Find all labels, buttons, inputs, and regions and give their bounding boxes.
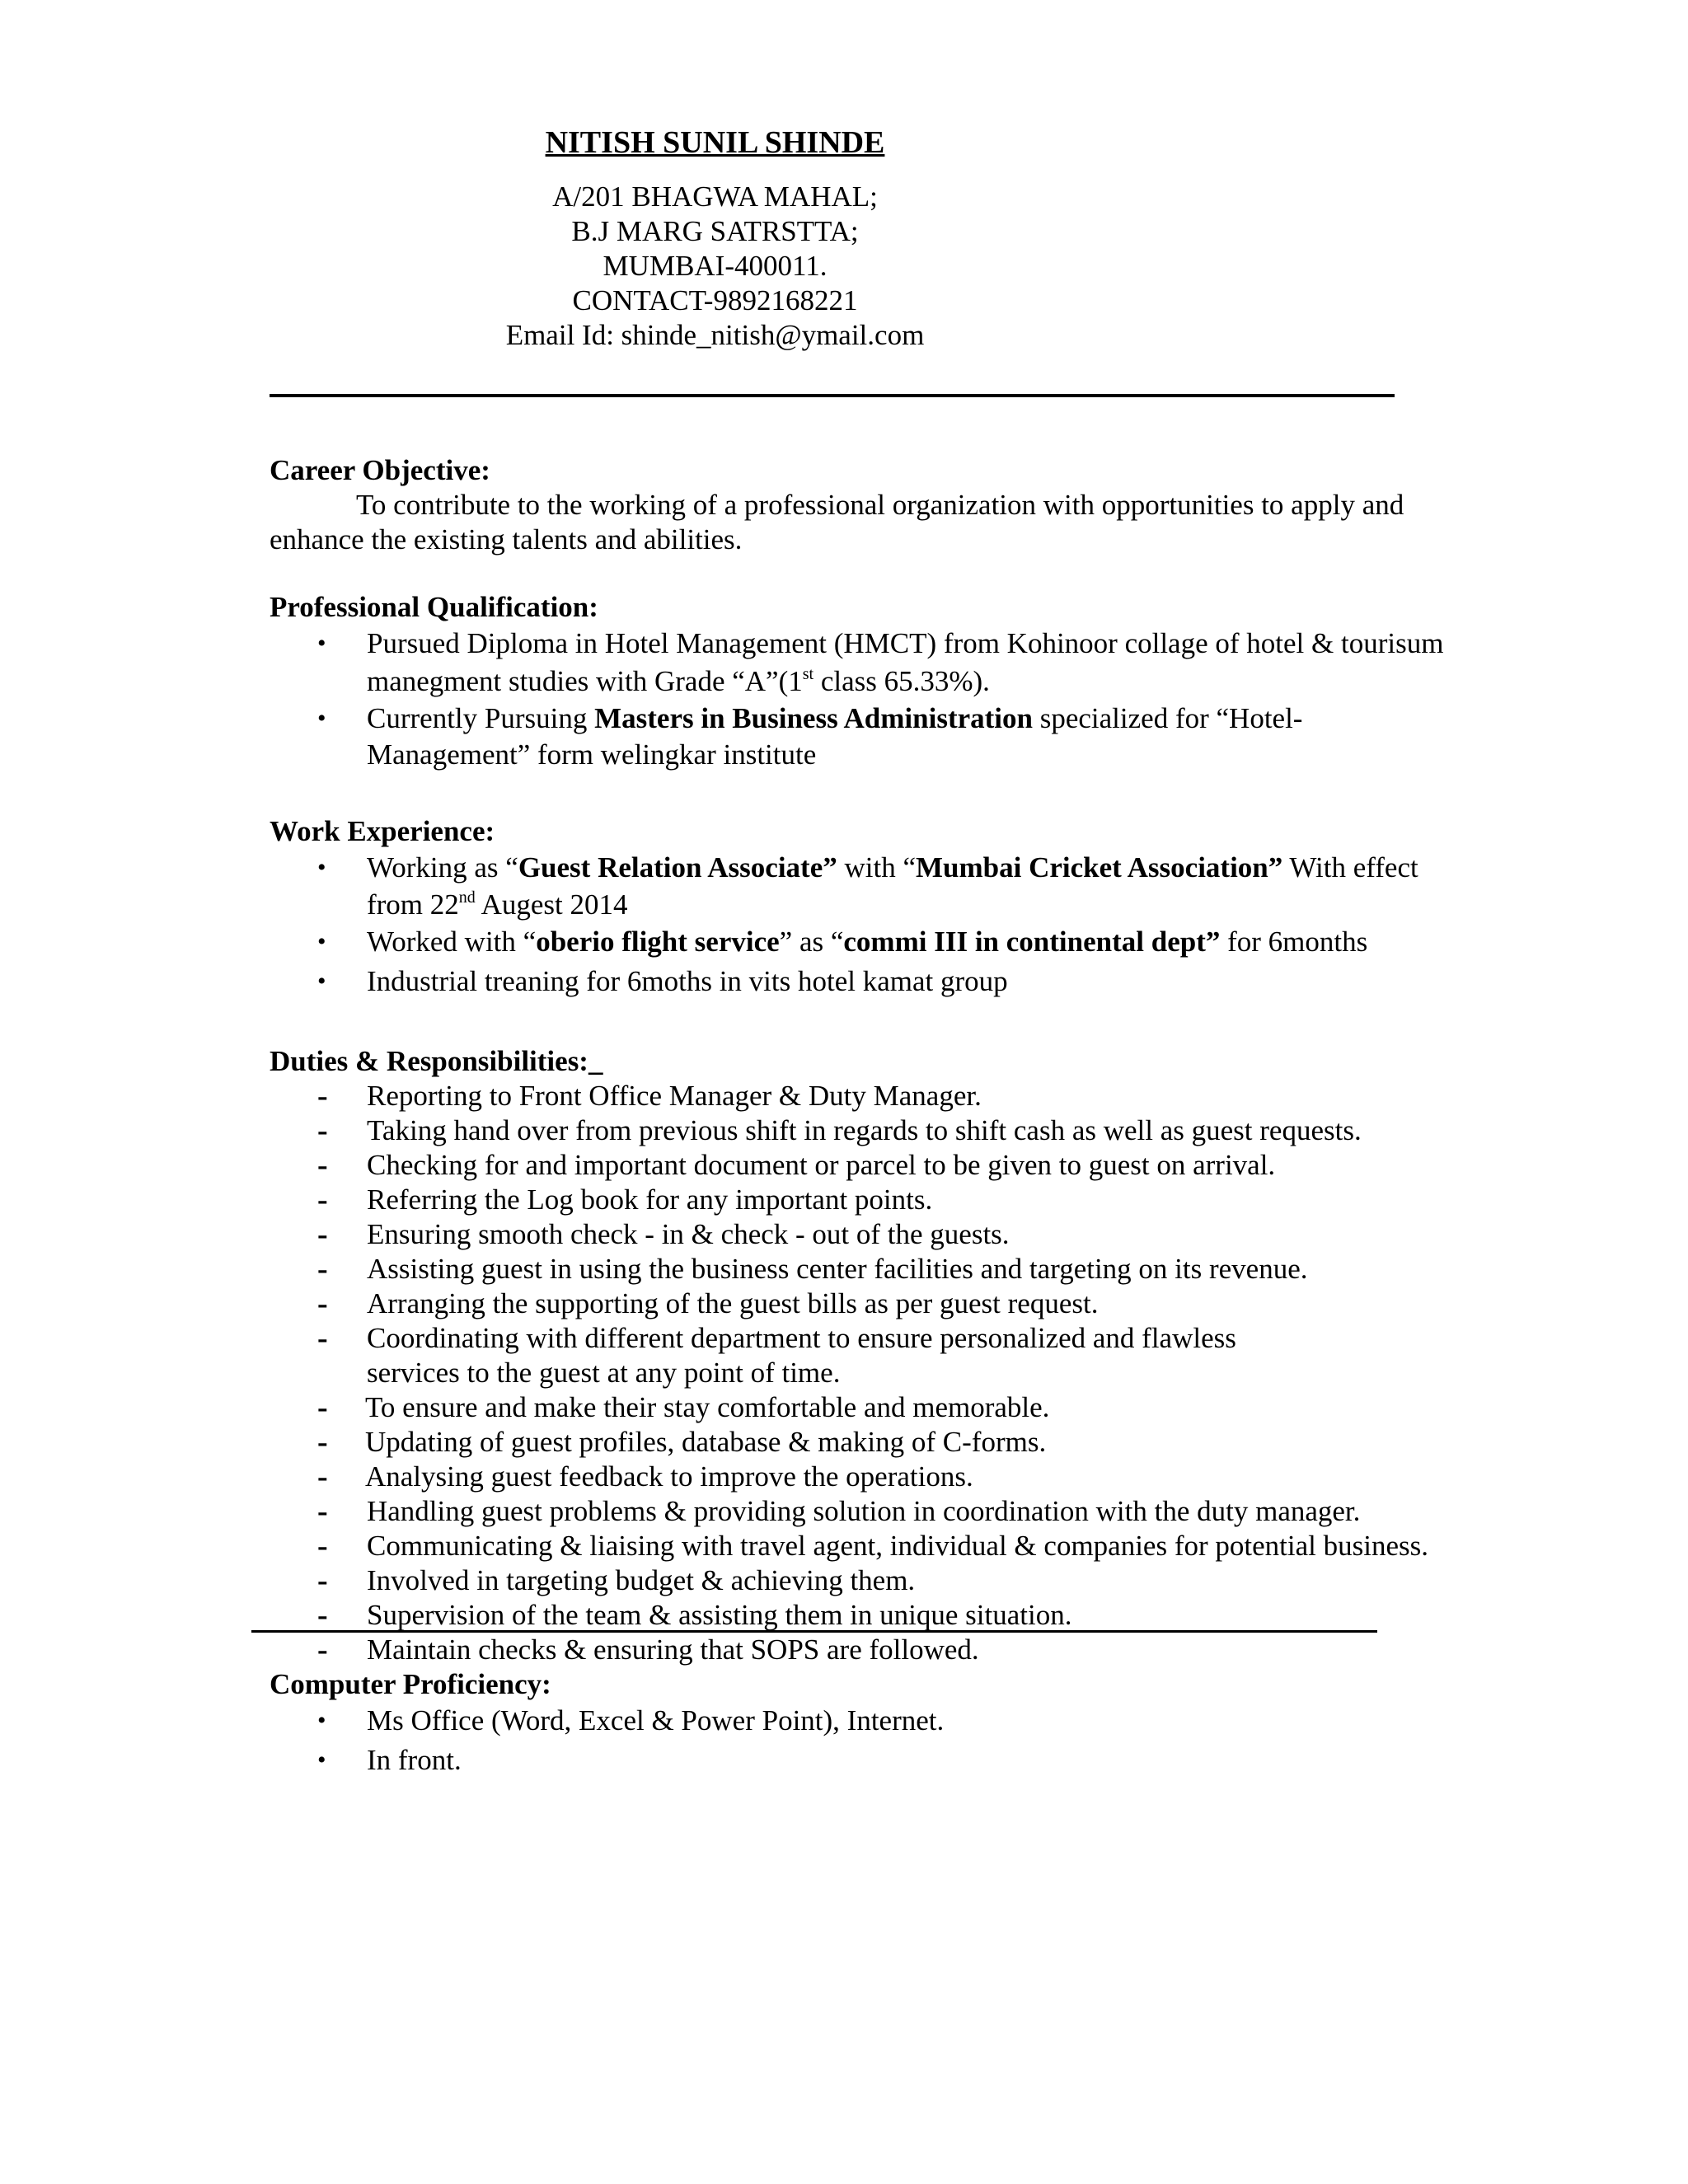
address-line-2: B.J MARG SATRSTTA; [571,215,859,247]
work-text: with “ [837,851,916,883]
duty-item-continuation: services to the guest at any point of time. [367,1357,841,1389]
dash-marker: - [317,1286,328,1321]
duty-item: Communicating & liaising with travel agent, individual & companies for potential business. [367,1530,1428,1562]
work-text: from 22 [367,888,459,921]
bullet-icon: • [317,1746,326,1774]
dash-marker: - [317,1321,328,1356]
bullet-icon: • [317,968,326,995]
computer-item: Ms Office (Word, Excel & Power Point), Internet. [367,1704,945,1736]
qualification-item-1-line-2 [367,664,990,699]
qualification-item-2-line-1 [367,701,1302,736]
work-text: for 6months [1220,926,1368,958]
dash-marker: - [317,1390,328,1425]
duty-item: Assisting guest in using the business center facilities and targeting on its revenue. [367,1253,1308,1285]
career-objective-line-1: To contribute to the working of a professional organization with opportunities to apply and [356,489,1404,521]
qualification-text: manegment studies with Grade “A”(1 [367,665,803,697]
address-line-1: A/201 BHAGWA MAHAL; [552,180,878,213]
qualification-item-2-line-2: Management” form welingkar institute [367,738,817,771]
header-divider [270,394,1395,397]
duty-item: Supervision of the team & assisting them in unique situation. [367,1599,1072,1631]
dash-marker: - [317,1113,328,1148]
job-title: Guest Relation Associate” [518,851,837,883]
work-text: ” as “ [779,926,844,958]
dash-marker: - [317,1529,328,1563]
computer-proficiency-heading: Computer Proficiency: [270,1668,551,1700]
employer-name: Mumbai Cricket Association” [916,851,1283,883]
duty-item: Ensuring smooth check - in & check - out of the guests. [367,1218,1010,1250]
career-objective-heading: Career Objective: [270,454,490,486]
dash-marker: - [317,1494,328,1529]
qualification-text: class 65.33%). [814,665,990,697]
dash-marker: - [317,1148,328,1183]
duty-item: Checking for and important document or parcel to be given to guest on arrival. [367,1149,1276,1181]
duty-item: Updating of guest profiles, database & making of C-forms. [365,1426,1047,1458]
superscript: nd [458,888,476,907]
dash-marker: - [317,1252,328,1286]
superscript: st [802,665,814,683]
bullet-icon: • [317,1707,326,1734]
work-text: Augest 2014 [475,888,628,921]
work-item-2 [367,925,1367,959]
work-item-1-line-1 [367,851,1418,885]
qualification-text: Currently Pursuing [367,702,595,734]
duty-item: Taking hand over from previous shift in regards to shift cash as well as guest requests. [367,1114,1362,1146]
contact-line: CONTACT-9892168221 [572,284,858,316]
duty-item: Handling guest problems & providing solution in coordination with the duty manager. [367,1495,1361,1527]
career-objective-line-2: enhance the existing talents and abilities. [270,523,743,555]
duties-heading: Duties & Responsibilities:_ [270,1045,603,1077]
employer-name: oberio flight service [536,926,780,958]
job-title: commi III in continental dept” [843,926,1221,958]
work-experience-heading: Work Experience: [270,815,495,847]
duty-item: Referring the Log book for any important points. [367,1183,933,1216]
dash-marker: - [317,1079,328,1113]
work-item-3: Industrial treaning for 6moths in vits hotel kamat group [367,965,1008,997]
work-text: Worked with “ [367,926,537,958]
work-text: Working as “ [367,851,518,883]
qualification-heading: Professional Qualification: [270,591,598,623]
degree-name: Masters in Business Administration [594,702,1033,734]
address-line-3: MUMBAI-400011. [603,250,828,282]
qualification-text: specialized for “Hotel- [1032,702,1303,734]
work-text: With effect [1282,851,1418,883]
dash-marker: - [317,1183,328,1217]
duty-item: Coordinating with different department to ensure personalized and flawless [367,1322,1236,1354]
bullet-icon: • [317,854,326,881]
bullet-icon: • [317,705,326,732]
work-item-1-line-2 [367,888,628,922]
email-line: Email Id: shinde_nitish@ymail.com [505,319,925,351]
candidate-name: NITISH SUNIL SHINDE [545,125,885,160]
dash-marker: - [317,1633,328,1667]
duty-item: To ensure and make their stay comfortable and memorable. [365,1391,1050,1423]
dash-marker: - [317,1598,328,1633]
duty-item: Maintain checks & ensuring that SOPS are followed. [367,1633,979,1666]
duty-item: Analysing guest feedback to improve the operations. [365,1460,973,1493]
dash-marker: - [317,1460,328,1494]
duty-item: Arranging the supporting of the guest bills as per guest request. [367,1287,1099,1319]
bullet-icon: • [317,928,326,955]
dash-marker: - [317,1563,328,1598]
computer-item: In front. [367,1744,462,1776]
qualification-item-1-line-1: Pursued Diploma in Hotel Management (HMCT) from Kohinoor collage of hotel & tourisum [367,627,1444,659]
dash-marker: - [317,1425,328,1460]
duty-item: Reporting to Front Office Manager & Duty Manager. [367,1080,982,1112]
bullet-icon: • [317,630,326,657]
duty-item: Involved in targeting budget & achieving them. [367,1564,916,1596]
dash-marker: - [317,1217,328,1252]
